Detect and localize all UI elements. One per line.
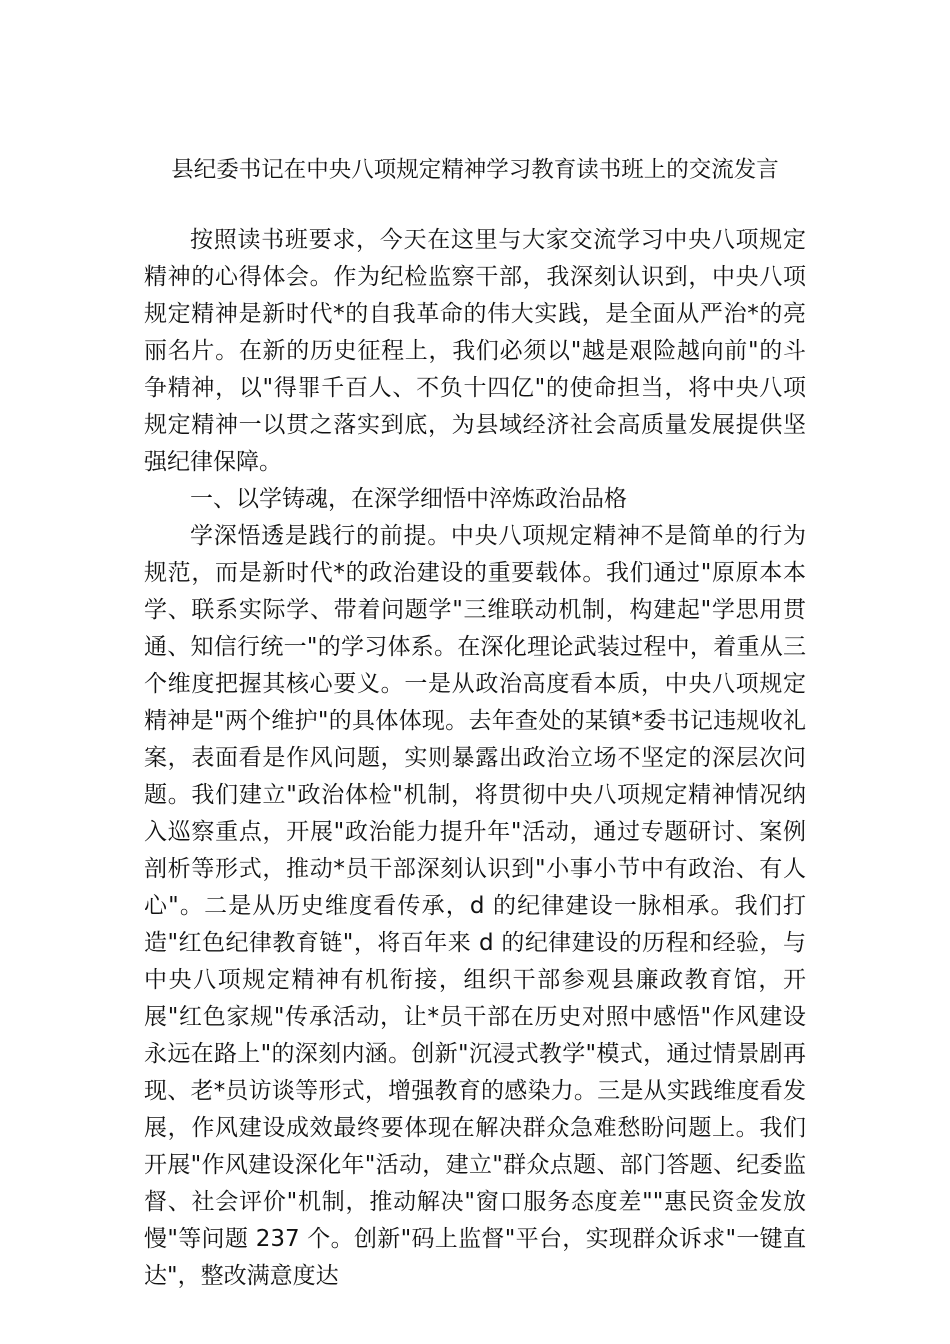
- section-heading: 一、以学铸魂，在深学细悟中淬炼政治品格: [190, 486, 627, 512]
- section-paragraph: 学深悟透是践行的前提。中央八项规定精神不是简单的行为规范，而是新时代*的政治建设的重要载体。我们通过"原原本本学、联系实际学、带着问题学"三维联动机制，构建起"学思用贯通、知信行统一"的学习体系。在深化理论武装过程中，着重从三个维度把握其核心要义。一是从政治高度看本质，中央八项规定精神是"两个维护"的具体体现。去年查处的某镇*委书记违规收礼案，表面看是作风问题，实则暴露出政治立场不坚定的深层次问题。我们建立"政治体检"机制，将贯彻中央八项规定精神情况纳入巡察重点，开展"政治能力提升年"活动，通过专题研讨、案例剖析等形式，推动*员干部深刻认识到"小事小节中有政治、有人心"。二是从历史维度看传承，d 的纪律建设一脉相承。我们打造"红色纪律教育链"，将百年来 d 的纪律建设的历程和经验，与中央八项规定精神有机衔接，组织干部参观县廉政教育馆，开展"红色家规"传承活动，让*员干部在历史对照中感悟"作风建设永远在路上"的深刻内涵。创新"沉浸式教学"模式，通过情景剧再现、老*员访谈等形式，增强教育的感染力。三是从实践维度看发展，作风建设成效最终要体现在解决群众急难愁盼问题上。我们开展"作风建设深化年"活动，建立"群众点题、部门答题、纪委监督、社会评价"机制，推动解决"窗口服务态度差""惠民资金发放慢"等问题 237 个。创新"码上监督"平台，实现群众诉求"一键直达"，整改满意度达: [144, 523, 806, 1289]
- intro-paragraph: 按照读书班要求，今天在这里与大家交流学习中央八项规定精神的心得体会。作为纪检监察干部，我深刻认识到，中央八项规定精神是新时代*的自我革命的伟大实践，是全面从严治*的亮丽名片。在新的历史征程上，我们必须以"越是艰险越向前"的斗争精神，以"得罪千百人、不负十四亿"的使命担当，将中央八项规定精神一以贯之落实到底，为县域经济社会高质量发展提供坚强纪律保障。: [144, 227, 806, 475]
- document-body: [144, 222, 806, 1295]
- document-title: 县纪委书记在中央八项规定精神学习教育读书班上的交流发言: [171, 157, 779, 183]
